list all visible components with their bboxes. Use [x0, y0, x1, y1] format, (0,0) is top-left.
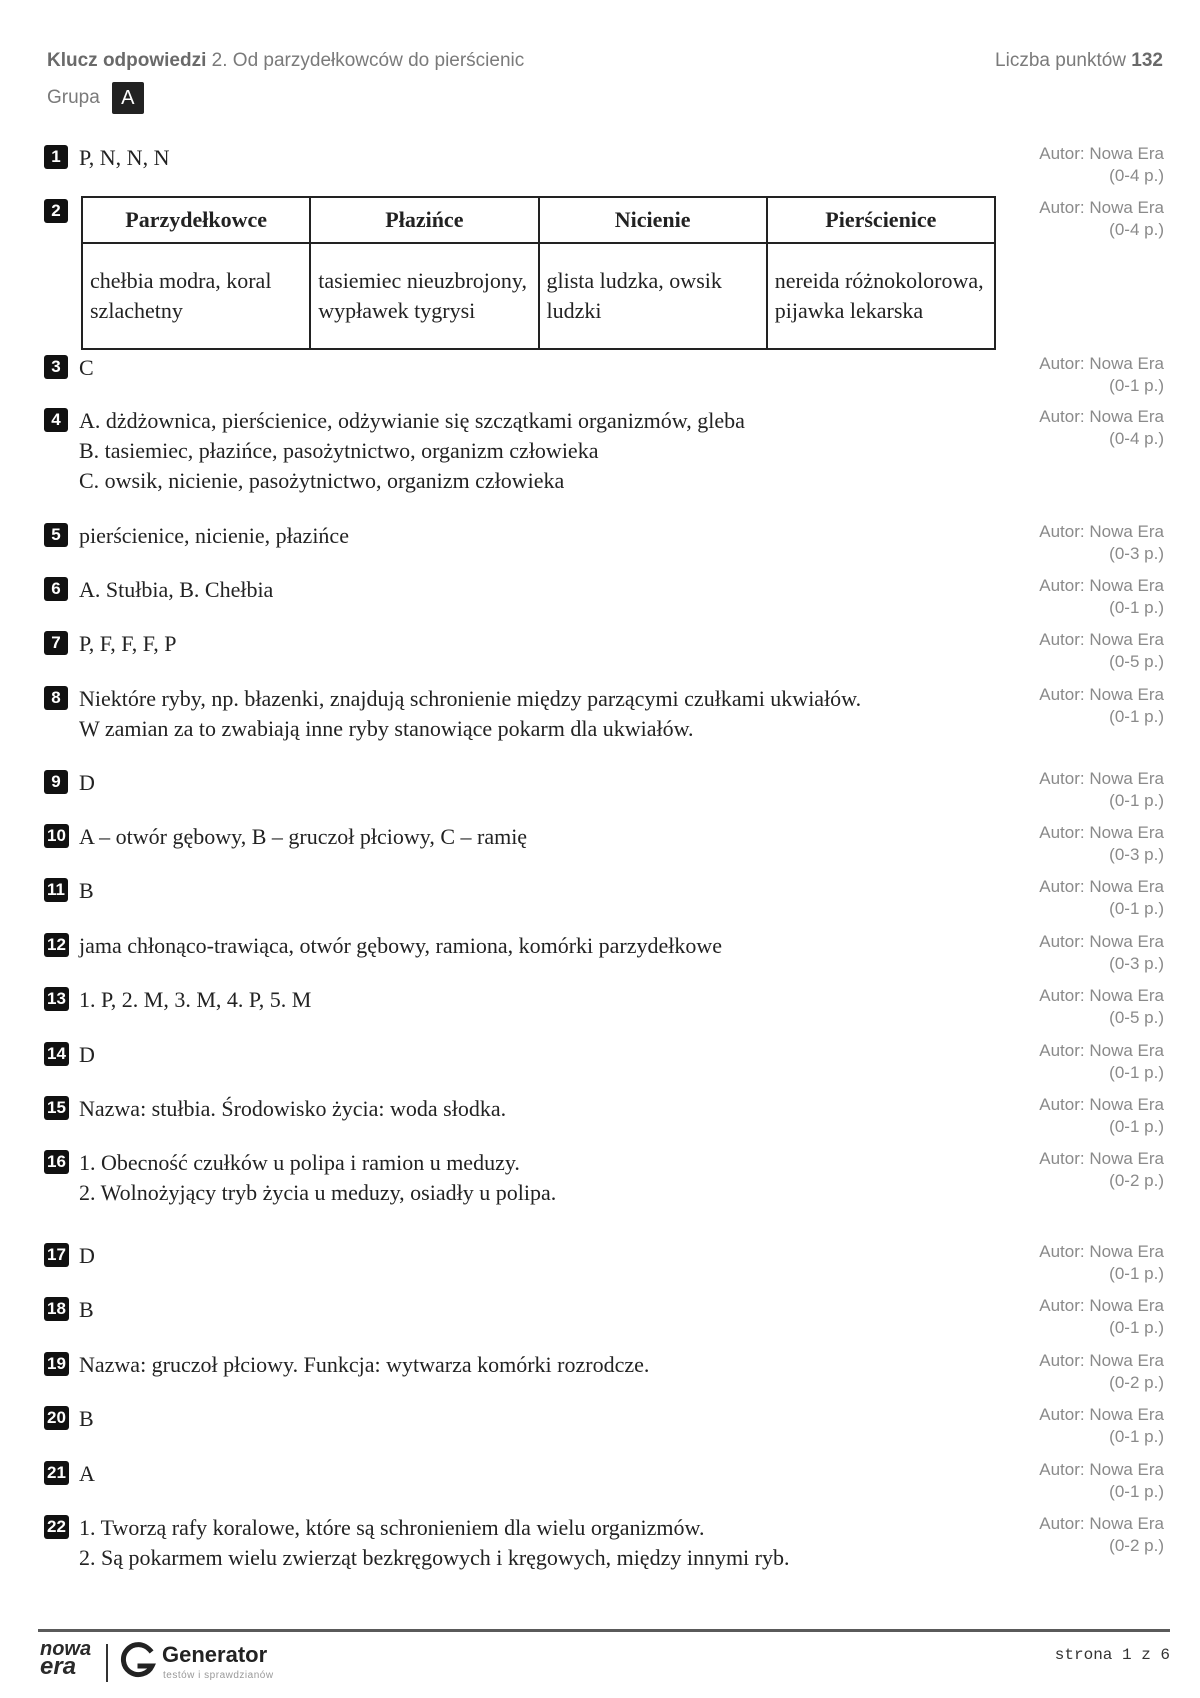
question-number: 16: [44, 1150, 69, 1174]
question-meta: [1039, 822, 1164, 866]
points-range: (0-3 p.): [1109, 845, 1164, 864]
question-meta: [1039, 406, 1164, 450]
author: Autor: Nowa Era: [1039, 823, 1164, 842]
question-meta: [1039, 629, 1164, 673]
answer-text: C: [79, 355, 94, 380]
answer-text: [79, 684, 1039, 744]
answer-line: W zamian za to zwabiają inne ryby stanowiące pokarm dla ukwiałów.: [79, 716, 694, 741]
question-meta: [1039, 353, 1164, 397]
author: Autor: Nowa Era: [1039, 1296, 1164, 1315]
page-header: [47, 50, 1163, 114]
question-meta: [1039, 1040, 1164, 1084]
answer-text: D: [79, 770, 95, 795]
question-meta: [1039, 768, 1164, 812]
title-rest: 2. Od parzydełkowców do pierścienic: [211, 50, 525, 71]
author: Autor: Nowa Era: [1039, 1460, 1164, 1479]
generator-logo-text: Generator: [162, 1642, 268, 1667]
question-number: 3: [44, 355, 68, 379]
author: Autor: Nowa Era: [1039, 877, 1164, 896]
answer-text: [79, 406, 1039, 496]
points-range: (0-1 p.): [1109, 1063, 1164, 1082]
answer-text: [79, 1513, 1039, 1573]
answer-text: P, N, N, N: [79, 145, 170, 170]
question-meta: [1039, 1513, 1164, 1557]
answer-text: pierścienice, nicienie, płazińce: [79, 523, 349, 548]
question-meta: [1039, 1350, 1164, 1394]
table-header: Płazińce: [310, 197, 538, 243]
question-meta: [1039, 1241, 1164, 1285]
points-range: (0-4 p.): [1109, 429, 1164, 448]
answer-line: B. tasiemiec, płazińce, pasożytnictwo, organizm człowieka: [79, 438, 599, 463]
question-number: 15: [44, 1096, 69, 1120]
points-range: (0-1 p.): [1109, 1117, 1164, 1136]
question-number: 1: [44, 145, 68, 169]
question-meta: [1039, 1148, 1164, 1192]
table-cell: glista ludzka, owsik ludzki: [539, 243, 767, 349]
author: Autor: Nowa Era: [1039, 685, 1164, 704]
question-number: 18: [44, 1297, 69, 1321]
points-range: (0-2 p.): [1109, 1373, 1164, 1392]
group-row: [47, 82, 1163, 114]
author: Autor: Nowa Era: [1039, 932, 1164, 951]
question-number: 14: [44, 1042, 69, 1066]
author: Autor: Nowa Era: [1039, 198, 1164, 217]
points-range: (0-1 p.): [1109, 1482, 1164, 1501]
page-footer: [38, 1629, 1170, 1692]
table-cell: nereida różnokolorowa, pijawka lekarska: [767, 243, 995, 349]
answer-text: jama chłonąco-trawiąca, otwór gębowy, ramiona, komórki parzydełkowe: [79, 933, 723, 958]
author: Autor: Nowa Era: [1039, 1514, 1164, 1533]
question-number: 6: [44, 577, 68, 601]
points-total: Liczba punktów 132: [995, 50, 1163, 71]
question-meta: [1039, 521, 1164, 565]
question-meta: [1039, 1295, 1164, 1339]
question-number: 5: [44, 523, 68, 547]
answer-text: D: [79, 1042, 95, 1067]
answer-text: B: [79, 1406, 94, 1431]
points-range: (0-5 p.): [1109, 1008, 1164, 1027]
author: Autor: Nowa Era: [1039, 354, 1164, 373]
points-range: (0-1 p.): [1109, 1427, 1164, 1446]
question-number: 12: [44, 933, 69, 957]
document-title: [47, 50, 524, 72]
answer-text: Nazwa: stułbia. Środowisko życia: woda słodka.: [79, 1096, 507, 1121]
points-range: (0-4 p.): [1109, 220, 1164, 239]
answer-line: A. dżdżownica, pierścienice, odżywianie się szczątkami organizmów, gleba: [79, 408, 745, 433]
author: Autor: Nowa Era: [1039, 986, 1164, 1005]
answer-line: C. owsik, nicienie, pasożytnictwo, organizm człowieka: [79, 468, 565, 493]
generator-g-icon: [120, 1642, 156, 1680]
question-meta: [1039, 143, 1164, 187]
question-meta: [1039, 197, 1164, 241]
answer-text: B: [79, 878, 94, 903]
question-meta: [1039, 684, 1164, 728]
author: Autor: Nowa Era: [1039, 1095, 1164, 1114]
points-range: (0-1 p.): [1109, 791, 1164, 810]
answer-text: A. Stułbia, B. Chełbia: [79, 577, 274, 602]
question-meta: [1039, 1459, 1164, 1503]
author: Autor: Nowa Era: [1039, 1242, 1164, 1261]
group-badge: A: [112, 82, 144, 114]
points-range: (0-1 p.): [1109, 1264, 1164, 1283]
author: Autor: Nowa Era: [1039, 769, 1164, 788]
points-range: (0-1 p.): [1109, 899, 1164, 918]
answer-text: A: [79, 1461, 95, 1486]
answer-text: D: [79, 1243, 95, 1268]
answer-line: 2. Wolnożyjący tryb życia u meduzy, osiadły u polipa.: [79, 1180, 557, 1205]
table-cell: tasiemiec nieuzbrojony, wypławek tygrysi: [310, 243, 538, 349]
group-label: Grupa: [47, 87, 100, 108]
answer-text: P, F, F, F, P: [79, 631, 177, 656]
question-number: 17: [44, 1243, 69, 1267]
author: Autor: Nowa Era: [1039, 1149, 1164, 1168]
points-range: (0-4 p.): [1109, 166, 1164, 185]
question-number: 19: [44, 1352, 69, 1376]
question-number: 7: [44, 631, 68, 655]
answer-table-wrap: [81, 197, 1041, 350]
answer-text: 1. P, 2. M, 3. M, 4. P, 5. M: [79, 987, 312, 1012]
answer-text: A – otwór gębowy, B – gruczoł płciowy, C – ramię: [79, 824, 528, 849]
answer-line: 2. Są pokarmem wielu zwierząt bezkręgowych i kręgowych, między innymi ryb.: [79, 1545, 790, 1570]
title-bold: Klucz odpowiedzi: [47, 50, 207, 71]
answer-table: [81, 196, 996, 350]
points-range: (0-1 p.): [1109, 1318, 1164, 1337]
logo-divider: [106, 1644, 108, 1682]
author: Autor: Nowa Era: [1039, 522, 1164, 541]
question-number: 9: [44, 770, 68, 794]
question-number: 20: [44, 1406, 69, 1430]
author: Autor: Nowa Era: [1039, 630, 1164, 649]
answer-text: [79, 1148, 1039, 1208]
points-range: (0-5 p.): [1109, 652, 1164, 671]
answer-line: Niektóre ryby, np. błazenki, znajdują schronienie między parzącymi czułkami ukwiałów.: [79, 686, 862, 711]
points-range: (0-1 p.): [1109, 376, 1164, 395]
question-number: 21: [44, 1461, 69, 1485]
points-value: 132: [1131, 50, 1163, 71]
author: Autor: Nowa Era: [1039, 1405, 1164, 1424]
generator-logo-subtitle: testów i sprawdzianów: [163, 1670, 274, 1681]
points-range: (0-2 p.): [1109, 1536, 1164, 1555]
points-range: (0-3 p.): [1109, 954, 1164, 973]
author: Autor: Nowa Era: [1039, 576, 1164, 595]
question-number: 2: [44, 199, 68, 223]
answer-text: Nazwa: gruczoł płciowy. Funkcja: wytwarza komórki rozrodcze.: [79, 1352, 650, 1377]
question-meta: [1039, 1404, 1164, 1448]
answer-line: 1. Tworzą rafy koralowe, które są schronieniem dla wielu organizmów.: [79, 1515, 705, 1540]
answer-line: 1. Obecność czułków u polipa i ramion u meduzy.: [79, 1150, 520, 1175]
table-header: Pierścienice: [767, 197, 995, 243]
question-meta: [1039, 1094, 1164, 1138]
table-cell: chełbia modra, koral szlachetny: [82, 243, 310, 349]
points-range: (0-1 p.): [1109, 598, 1164, 617]
question-number: 22: [44, 1515, 69, 1539]
question-number: 13: [44, 987, 69, 1011]
points-range: (0-3 p.): [1109, 544, 1164, 563]
points-range: (0-1 p.): [1109, 707, 1164, 726]
table-header: Nicienie: [539, 197, 767, 243]
question-number: 11: [44, 878, 68, 902]
author: Autor: Nowa Era: [1039, 1041, 1164, 1060]
question-meta: [1039, 985, 1164, 1029]
table-header: Parzydełkowce: [82, 197, 310, 243]
answer-text: B: [79, 1297, 94, 1322]
question-number: 8: [44, 686, 68, 710]
author: Autor: Nowa Era: [1039, 1351, 1164, 1370]
author: Autor: Nowa Era: [1039, 407, 1164, 426]
author: Autor: Nowa Era: [1039, 144, 1164, 163]
points-range: (0-2 p.): [1109, 1171, 1164, 1190]
question-meta: [1039, 575, 1164, 619]
nowa-era-logo: nowa era: [40, 1638, 92, 1680]
question-number: 4: [44, 408, 68, 432]
question-meta: [1039, 876, 1164, 920]
page-number: strona 1 z 6: [1054, 1646, 1170, 1664]
question-meta: [1039, 931, 1164, 975]
question-number: 10: [44, 824, 69, 848]
